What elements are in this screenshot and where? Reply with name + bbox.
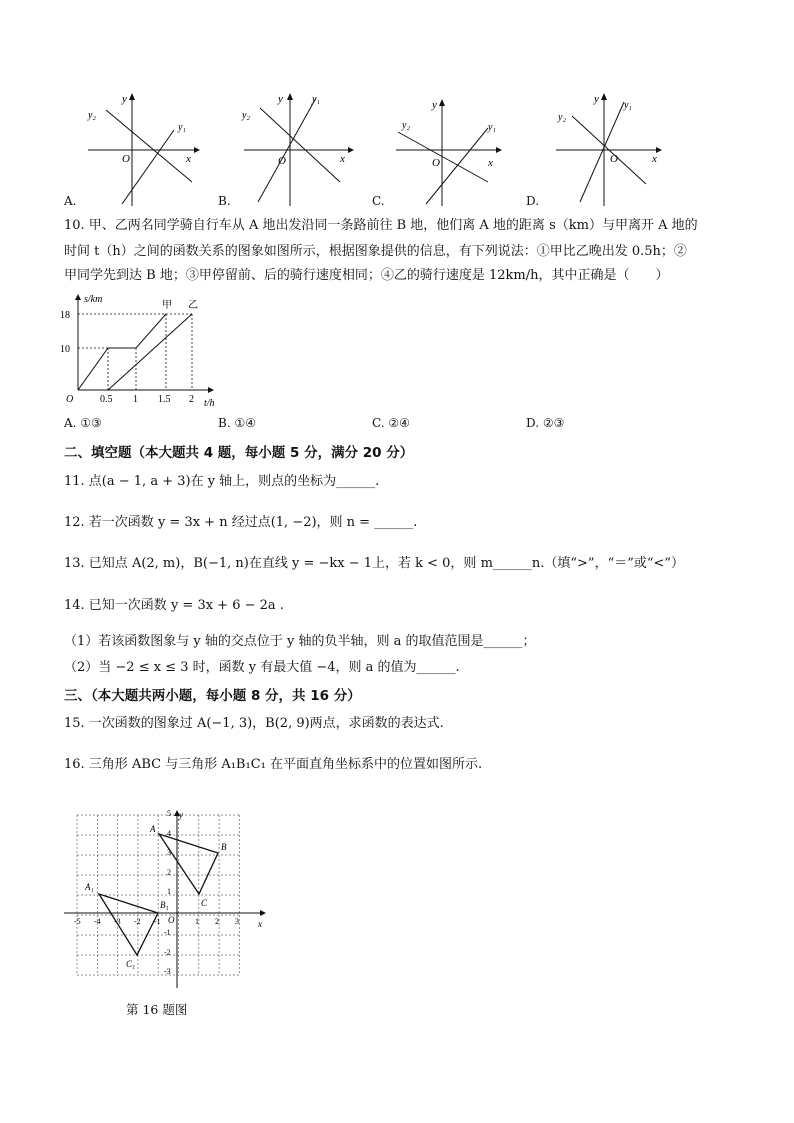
triangle-a1b1c1 (99, 894, 158, 955)
q14-part-1: （1）若该函数图象与 y 轴的交点位于 y 轴的负半轴，则 a 的取值范围是______； (64, 634, 536, 649)
q10-line-yi (108, 314, 192, 390)
svg-text:-2: -2 (164, 948, 171, 957)
q10-option-d: D. ②③ (526, 416, 565, 430)
svg-text:y₁: y₁ (178, 122, 186, 133)
svg-text:y₁: y₁ (624, 100, 632, 111)
svg-text:乙: 乙 (188, 300, 198, 311)
svg-text:x: x (340, 153, 345, 165)
q14-part-2: （2）当 −2 ≤ x ≤ 3 时，函数 y 有最大值 −4，则 a 的值为______. (64, 660, 460, 675)
q10-line-jia (78, 314, 166, 390)
q9-option-c: C. (372, 194, 385, 208)
svg-text:x: x (652, 153, 657, 165)
q10-text-line-1: 10. 甲、乙两名同学骑自行车从 A 地出发沿同一条路前往 B 地，他们离 A 地的距离 s（km）与甲离开 A 地的 (64, 218, 698, 233)
svg-text:y₁: y₁ (488, 122, 496, 133)
q10-distance-time-chart (58, 292, 228, 408)
svg-text:3: 3 (235, 917, 239, 926)
svg-text:y: y (432, 99, 437, 111)
svg-text:B: B (221, 842, 227, 852)
svg-text:y: y (122, 93, 127, 105)
svg-text:O: O (610, 153, 618, 165)
svg-text:O: O (66, 394, 74, 405)
q16-figure-caption: 第 16 题图 (126, 1002, 188, 1017)
svg-text:y₂: y₂ (242, 110, 250, 121)
q9-option-d: D. (526, 194, 540, 208)
svg-text:4: 4 (167, 829, 171, 838)
svg-text:x: x (258, 919, 262, 929)
svg-text:y: y (179, 810, 183, 820)
svg-text:2: 2 (215, 917, 219, 926)
svg-text:甲: 甲 (162, 300, 172, 311)
svg-text:A₁: A₁ (85, 882, 94, 892)
q10-text-line-3: 甲同学先到达 B 地；③甲停留前、后的骑行速度相同；④乙的骑行速度是 12km/h，其中正确是（ ） (64, 268, 669, 283)
svg-text:0.5: 0.5 (100, 394, 113, 405)
svg-text:B₁: B₁ (160, 900, 169, 910)
svg-text:y: y (278, 93, 283, 105)
svg-text:y₁: y₁ (312, 94, 320, 105)
svg-text:-5: -5 (74, 917, 81, 926)
svg-text:x: x (186, 153, 191, 165)
svg-text:O: O (432, 157, 440, 169)
svg-text:-1: -1 (164, 928, 171, 937)
q10-text-line-2: 时间 t（h）之间的函数关系的图象如图所示，根据图象提供的信息，有下列说法：①甲比乙晚出发 0.5h；② (64, 244, 687, 259)
svg-text:A: A (150, 824, 156, 834)
q16-text: 16. 三角形 ABC 与三角形 A₁B₁C₁ 在平面直角坐标系中的位置如图所示. (64, 757, 483, 772)
svg-text:-4: -4 (94, 917, 101, 926)
section-2-heading: 二、填空题（本大题共 4 题，每小题 5 分，满分 20 分） (64, 445, 414, 461)
svg-text:C₁: C₁ (126, 959, 136, 969)
q9-graph-d (546, 90, 670, 212)
svg-text:y₂: y₂ (88, 110, 96, 121)
q9-option-a: A. (64, 194, 77, 208)
q9-option-b: B. (218, 194, 231, 208)
q12-text: 12. 若一次函数 y = 3x + n 经过点(1, −2)，则 n = ______. (64, 515, 418, 530)
svg-text:s/km: s/km (84, 294, 103, 305)
triangle-abc (159, 834, 218, 894)
svg-text:1.5: 1.5 (158, 394, 171, 405)
svg-text:5: 5 (167, 810, 171, 818)
svg-text:3: 3 (167, 848, 171, 857)
svg-text:10: 10 (60, 344, 70, 355)
q10-option-c: C. ②④ (372, 416, 410, 430)
svg-text:1: 1 (133, 394, 138, 405)
svg-text:O: O (278, 155, 286, 167)
q10-option-b: B. ①④ (218, 416, 256, 430)
q9-graph-b (230, 90, 360, 212)
svg-text:y: y (594, 93, 599, 105)
svg-text:2: 2 (189, 394, 194, 405)
svg-text:x: x (488, 157, 493, 169)
svg-text:y₂: y₂ (402, 120, 410, 131)
svg-text:-3: -3 (114, 917, 121, 926)
svg-text:C: C (201, 898, 208, 908)
svg-text:O: O (122, 153, 130, 165)
svg-text:2: 2 (167, 868, 171, 877)
svg-text:1: 1 (167, 887, 171, 896)
svg-text:-1: -1 (154, 917, 161, 926)
svg-text:-3: -3 (164, 967, 171, 976)
q15-text: 15. 一次函数的图象过 A(−1, 3)，B(2, 9)两点，求函数的表达式. (64, 716, 444, 731)
svg-text:O: O (168, 915, 175, 925)
q11-text: 11. 点(a − 1, a + 3)在 y 轴上，则点的坐标为______. (64, 474, 380, 489)
q16-coordinate-grid (58, 810, 274, 996)
svg-text:y₂: y₂ (558, 112, 566, 123)
svg-text:t/h: t/h (204, 398, 215, 408)
svg-text:18: 18 (60, 310, 70, 321)
svg-text:1: 1 (195, 917, 199, 926)
q9-graph-c (392, 90, 510, 212)
svg-text:-2: -2 (134, 917, 141, 926)
q14-text: 14. 已知一次函数 y = 3x + 6 − 2a . (64, 598, 284, 613)
q9-graph-a (62, 90, 202, 212)
q13-text: 13. 已知点 A(2, m)，B(−1, n)在直线 y = −kx − 1上，若 k < 0，则 m______n.（填“>”，“＝”或“<”） (64, 556, 685, 571)
section-3-heading: 三、（本大题共两小题，每小题 8 分，共 16 分） (64, 688, 361, 704)
q10-option-a: A. ①③ (64, 416, 102, 430)
